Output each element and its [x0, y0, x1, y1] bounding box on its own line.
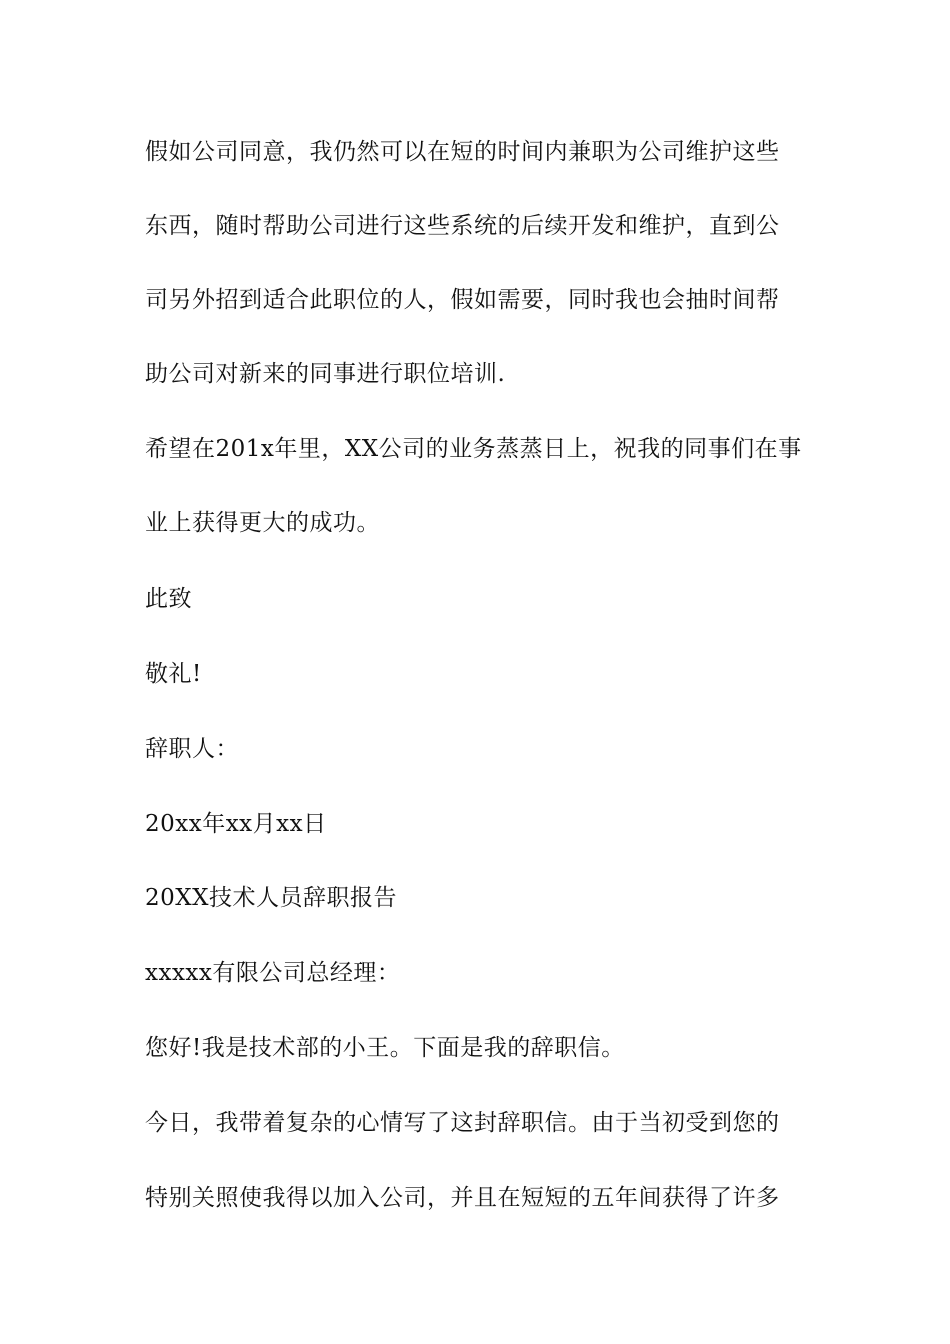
salutation-line: 敬礼! [145, 661, 202, 687]
paragraph-line: 特别关照使我得以加入公司，并且在短短的五年间获得了许多 [145, 1185, 780, 1211]
closing-line: 此致 [145, 586, 192, 612]
signer-label: 辞职人： [145, 736, 239, 762]
paragraph-line: 假如公司同意，我仍然可以在短的时间内兼职为公司维护这些 [145, 139, 780, 165]
section-title: 20XX技术人员辞职报告 [145, 885, 398, 911]
addressee-line: xxxxx有限公司总经理： [145, 960, 401, 986]
paragraph-line: 今日，我带着复杂的心情写了这封辞职信。由于当初受到您的 [145, 1110, 780, 1136]
date-line: 20xx年xx月xx日 [145, 811, 327, 837]
greeting-line: 您好!我是技术部的小王。下面是我的辞职信。 [145, 1035, 625, 1061]
paragraph-line: 助公司对新来的同事进行职位培训. [145, 361, 506, 387]
paragraph-line: 希望在201x年里，XX公司的业务蒸蒸日上，祝我的同事们在事 [145, 436, 802, 462]
paragraph-line: 业上获得更大的成功。 [145, 510, 380, 536]
paragraph-line: 东西，随时帮助公司进行这些系统的后续开发和维护，直到公 [145, 213, 780, 239]
paragraph-line: 司另外招到适合此职位的人，假如需要，同时我也会抽时间帮 [145, 287, 780, 313]
